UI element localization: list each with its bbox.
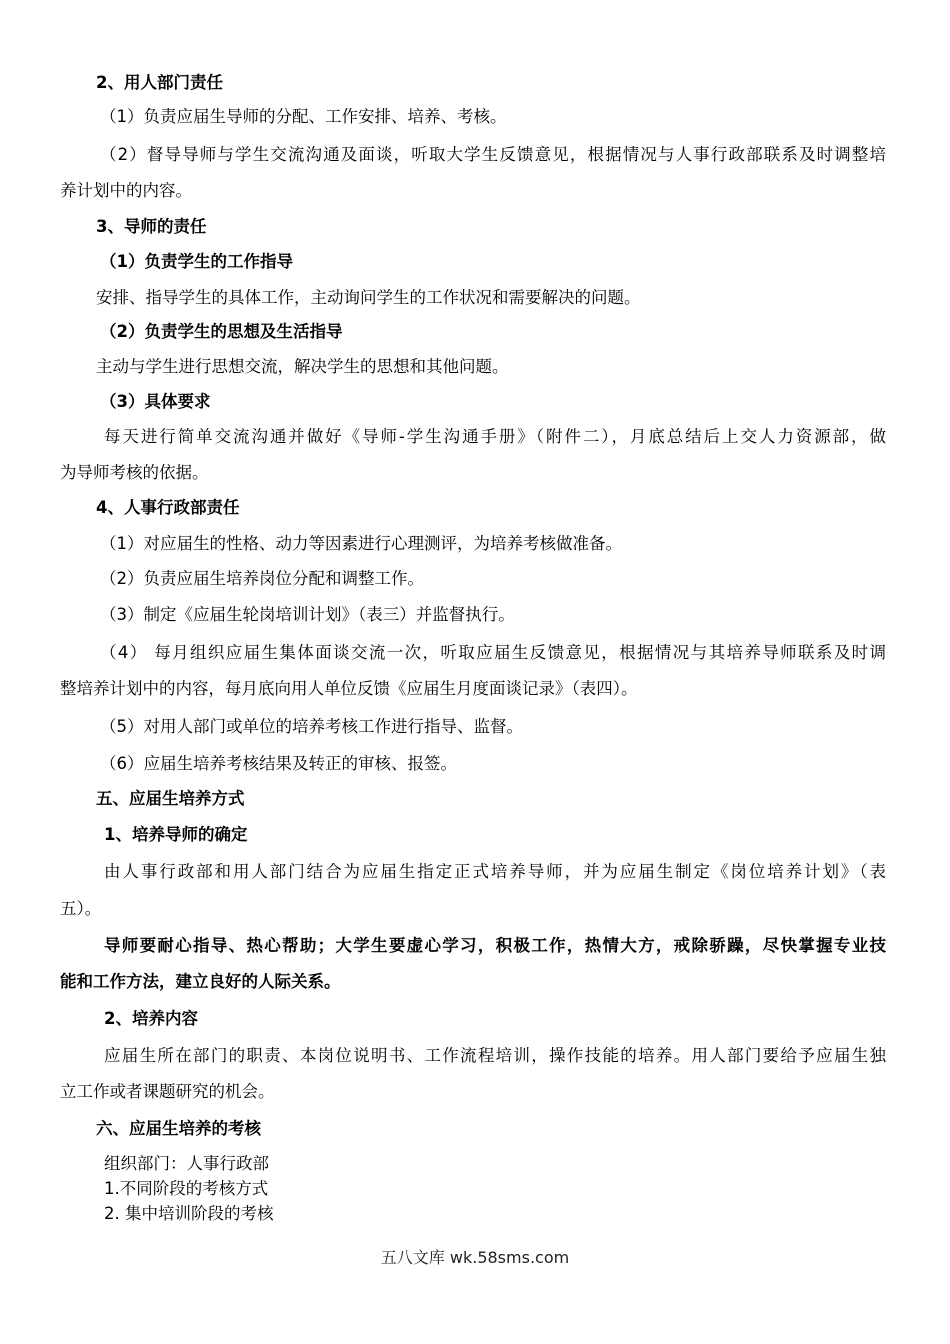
paragraph: 组织部门：人事行政部 bbox=[104, 1154, 269, 1173]
subheading: （3）具体要求 bbox=[100, 392, 211, 411]
list-item: 1.不同阶段的考核方式 bbox=[104, 1179, 269, 1198]
footer-watermark: 五八文库 wk.58sms.com bbox=[380, 1248, 570, 1267]
paragraph-bold: 能和工作方法，建立良好的人际关系。 bbox=[60, 972, 341, 991]
paragraph: 养计划中的内容。 bbox=[60, 181, 192, 200]
paragraph: （6）应届生培养考核结果及转正的审核、报签。 bbox=[100, 754, 457, 773]
paragraph: 安排、指导学生的具体工作，主动询问学生的工作状况和需要解决的问题。 bbox=[96, 288, 641, 307]
paragraph: 为导师考核的依据。 bbox=[60, 463, 209, 482]
subheading: 2、培养内容 bbox=[104, 1009, 198, 1028]
paragraph: （5）对用人部门或单位的培养考核工作进行指导、监督。 bbox=[100, 717, 523, 736]
subheading: （1）负责学生的工作指导 bbox=[100, 252, 293, 271]
paragraph: 主动与学生进行思想交流，解决学生的思想和其他问题。 bbox=[96, 357, 509, 376]
paragraph: （2）负责应届生培养岗位分配和调整工作。 bbox=[100, 569, 424, 588]
heading-user-dept: 2、用人部门责任 bbox=[96, 73, 223, 92]
paragraph-bold: 导师要耐心指导、热心帮助；大学生要虚心学习，积极工作，热情大方，戒除骄躁，尽快掌握专业技 bbox=[104, 936, 886, 955]
paragraph: （2）督导导师与学生交流沟通及面谈，听取大学生反馈意见，根据情况与人事行政部联系及时调整培 bbox=[100, 145, 886, 164]
paragraph: （1）对应届生的性格、动力等因素进行心理测评，为培养考核做准备。 bbox=[100, 534, 622, 553]
subheading: （2）负责学生的思想及生活指导 bbox=[100, 322, 343, 341]
paragraph: 应届生所在部门的职责、本岗位说明书、工作流程培训，操作技能的培养。用人部门要给予应届生独 bbox=[104, 1046, 886, 1065]
paragraph: 立工作或者课题研究的机会。 bbox=[60, 1082, 275, 1101]
paragraph: （1）负责应届生导师的分配、工作安排、培养、考核。 bbox=[100, 107, 507, 126]
paragraph: （4） 每月组织应届生集体面谈交流一次，听取应届生反馈意见，根据情况与其培养导师联系及时调 bbox=[100, 643, 886, 662]
heading-assessment: 六、应届生培养的考核 bbox=[96, 1119, 261, 1138]
paragraph: 整培养计划中的内容，每月底向用人单位反馈《应届生月度面谈记录》（表四）。 bbox=[60, 679, 638, 698]
paragraph: 五）。 bbox=[60, 899, 102, 918]
paragraph: （3）制定《应届生轮岗培训计划》（表三）并监督执行。 bbox=[100, 605, 515, 624]
subheading: 1、培养导师的确定 bbox=[104, 825, 248, 844]
heading-hr-dept: 4、人事行政部责任 bbox=[96, 498, 240, 517]
heading-training-method: 五、应届生培养方式 bbox=[96, 789, 245, 808]
paragraph: 由人事行政部和用人部门结合为应届生指定正式培养导师，并为应届生制定《岗位培养计划》（表 bbox=[104, 862, 886, 881]
list-item: 2. 集中培训阶段的考核 bbox=[104, 1204, 274, 1223]
paragraph: 每天进行简单交流沟通并做好《导师-学生沟通手册》（附件二），月底总结后上交人力资源部，做 bbox=[104, 427, 886, 446]
heading-mentor: 3、导师的责任 bbox=[96, 217, 207, 236]
